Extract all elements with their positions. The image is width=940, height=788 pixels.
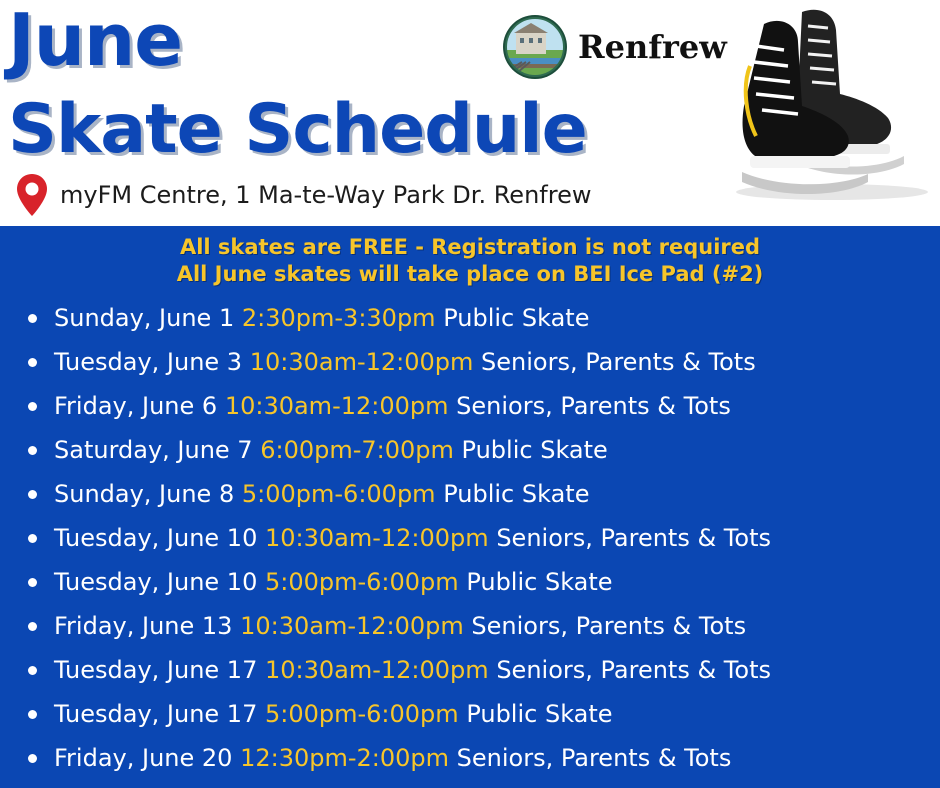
- notice-free: All skates are FREE - Registration is not required: [179, 235, 761, 259]
- session-time: 10:30am-12:00pm: [240, 612, 464, 640]
- bullet-icon: [28, 666, 37, 675]
- bullet-icon: [28, 402, 37, 411]
- session-time: 10:30am-12:00pm: [224, 392, 449, 420]
- list-item: [0, 340, 940, 384]
- session-day: Friday, June 20: [54, 744, 233, 772]
- session-day: Friday, June 13: [54, 612, 233, 640]
- renfrew-logo: [502, 14, 727, 80]
- session-time: 10:30am-12:00pm: [264, 656, 489, 684]
- bullet-icon: [28, 534, 37, 543]
- session-day: Tuesday, June 10: [54, 568, 258, 596]
- schedule-panel: [0, 226, 940, 788]
- session-activity: Public Skate: [443, 480, 590, 508]
- hockey-skates-image: [728, 6, 934, 206]
- list-item: [0, 604, 940, 648]
- list-item: [0, 560, 940, 604]
- session-activity: Public Skate: [466, 700, 613, 728]
- session-activity: Seniors, Parents & Tots: [456, 744, 732, 772]
- session-time: 10:30am-12:00pm: [249, 348, 474, 376]
- list-item: [0, 296, 940, 340]
- session-day: Tuesday, June 3: [54, 348, 243, 376]
- session-day: Tuesday, June 17: [54, 700, 258, 728]
- list-item: [0, 516, 940, 560]
- title-line-june: June: [8, 0, 183, 82]
- bullet-icon: [28, 358, 37, 367]
- session-time: 10:30am-12:00pm: [264, 524, 489, 552]
- session-activity: Seniors, Parents & Tots: [496, 656, 771, 684]
- title-line-skate-schedule: Skate Schedule: [8, 90, 587, 169]
- bullet-icon: [28, 314, 37, 323]
- list-item: [0, 428, 940, 472]
- bullet-icon: [28, 754, 37, 763]
- list-item: [0, 384, 940, 428]
- session-day: Friday, June 6: [54, 392, 218, 420]
- location: [14, 172, 591, 218]
- session-time: 5:00pm-6:00pm: [264, 700, 459, 728]
- list-item: [0, 472, 940, 516]
- bullet-icon: [28, 622, 37, 631]
- session-time: 5:00pm-6:00pm: [264, 568, 459, 596]
- session-time: 6:00pm-7:00pm: [260, 436, 454, 464]
- list-item: [0, 736, 940, 780]
- bullet-icon: [28, 490, 37, 499]
- logo-text: Renfrew: [578, 28, 727, 66]
- session-day: Tuesday, June 10: [54, 524, 258, 552]
- bullet-icon: [28, 446, 37, 455]
- session-activity: Seniors, Parents & Tots: [471, 612, 747, 640]
- notice-location: All June skates will take place on BEI Ice Pad (#2): [176, 262, 764, 286]
- list-item: [0, 692, 940, 736]
- session-activity: Public Skate: [443, 304, 590, 332]
- session-day: Saturday, June 7: [54, 436, 253, 464]
- bullet-icon: [28, 578, 37, 587]
- session-day: Sunday, June 8: [54, 480, 235, 508]
- session-activity: Public Skate: [466, 568, 613, 596]
- renfrew-seal-logo: [502, 14, 568, 80]
- session-activity: Seniors, Parents & Tots: [496, 524, 771, 552]
- location-pin-icon: [14, 172, 50, 218]
- schedule-list: [0, 296, 940, 780]
- location-address: myFM Centre, 1 Ma-te-Way Park Dr. Renfrew: [60, 181, 592, 209]
- notice: [0, 234, 940, 288]
- session-activity: Seniors, Parents & Tots: [456, 392, 731, 420]
- session-day: Sunday, June 1: [54, 304, 235, 332]
- session-time: 12:30pm-2:00pm: [240, 744, 450, 772]
- session-activity: Seniors, Parents & Tots: [481, 348, 756, 376]
- session-activity: Public Skate: [461, 436, 608, 464]
- list-item: [0, 648, 940, 692]
- session-time: 2:30pm-3:30pm: [241, 304, 436, 332]
- session-time: 5:00pm-6:00pm: [241, 480, 436, 508]
- session-day: Tuesday, June 17: [54, 656, 258, 684]
- bullet-icon: [28, 710, 37, 719]
